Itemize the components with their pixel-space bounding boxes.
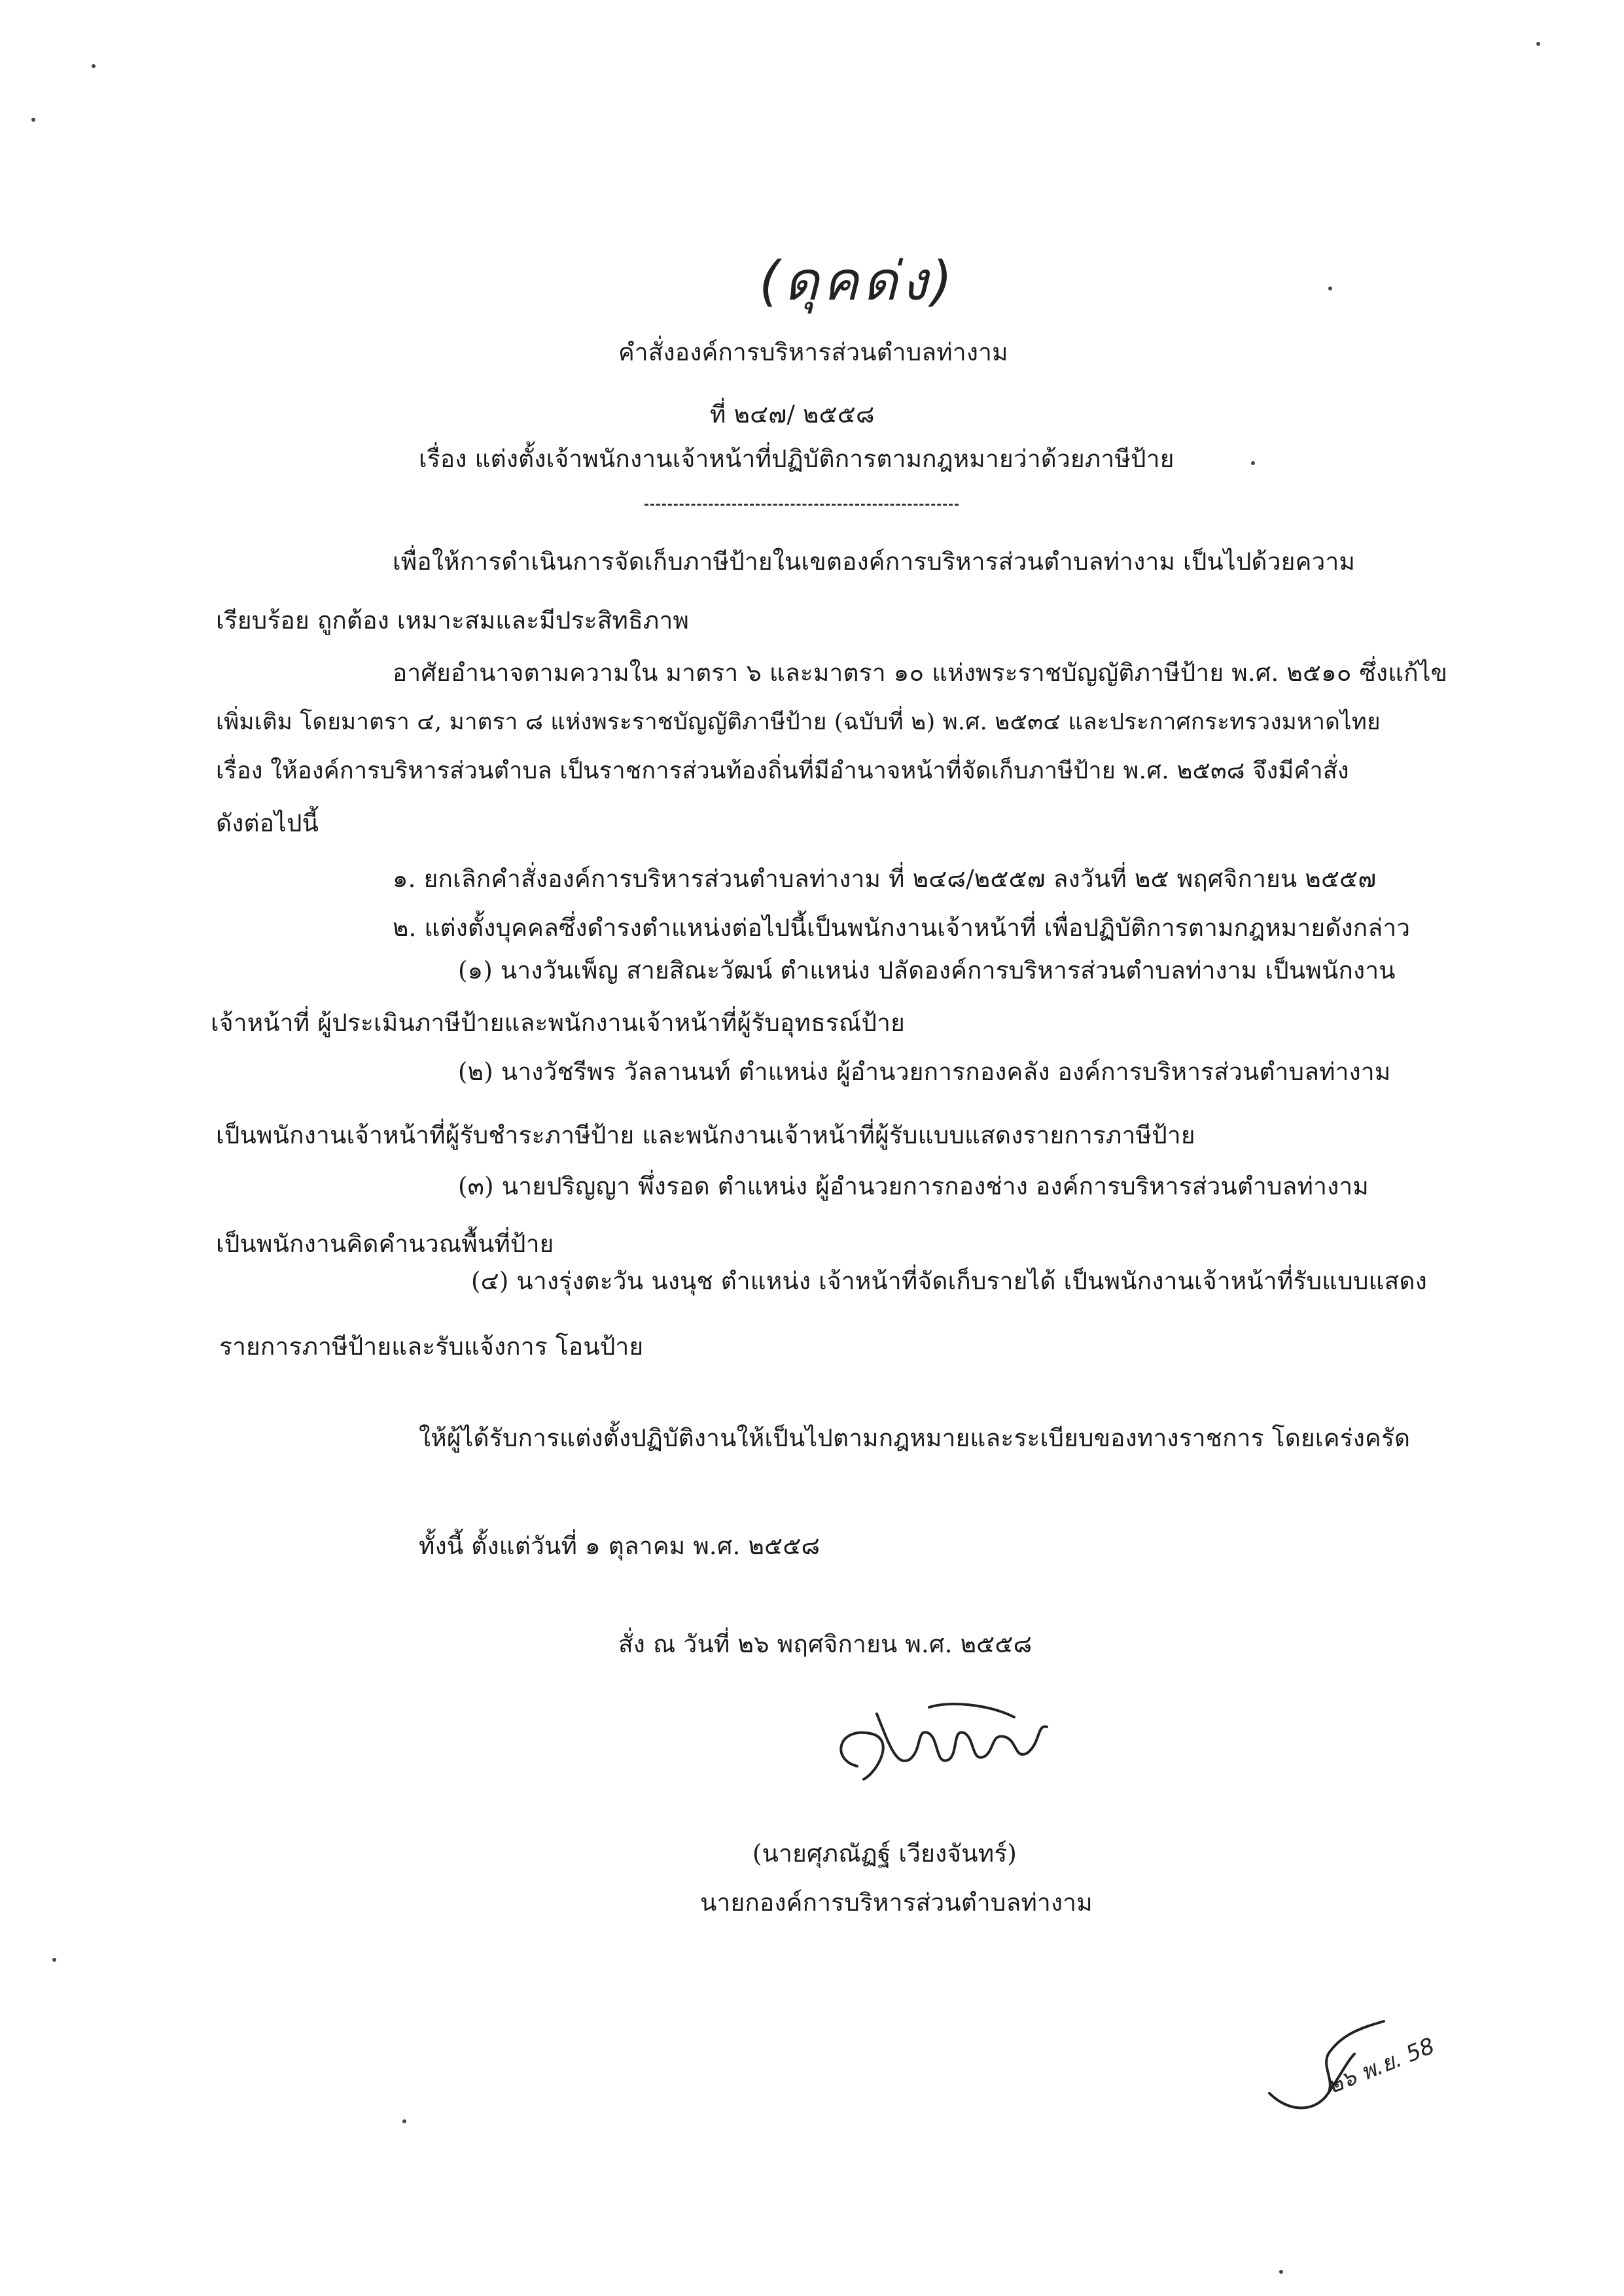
scan-speck (1279, 2270, 1283, 2274)
clause-2: ๒. แต่งตั้งบุคคลซึ่งดำรงตำแหน่งต่อไปนี้เป็นพนักงานเจ้าหน้าที่ เพื่อปฏิบัติการตามกฎหมายดังกล่าว (393, 914, 1411, 942)
scan-speck (52, 1958, 56, 1962)
scan-speck (402, 2119, 406, 2123)
scan-speck (31, 118, 35, 122)
effective-date: ทั้งนี้ ตั้งแต่วันที่ ๑ ตุลาคม พ.ศ. ๒๕๕๘ (419, 1532, 821, 1560)
clause-1: ๑. ยกเลิกคำสั่งองค์การบริหารส่วนตำบลท่างาม ที่ ๒๔๘/๒๕๕๗ ลงวันที่ ๒๕ พฤศจิกายน ๒๕๕๗ (393, 865, 1377, 893)
scan-speck (1328, 287, 1332, 290)
directive: ให้ผู้ได้รับการแต่งตั้งปฏิบัติงานให้เป็นไปตามกฎหมายและระเบียบของทางราชการ โดยเคร่งครัด (419, 1424, 1411, 1452)
appointee-3: (๓) นายปริญญา พึ่งรอด ตำแหน่ง ผู้อำนวยการกองช่าง องค์การบริหารส่วนตำบลท่างาม (458, 1172, 1369, 1200)
order-subject: เรื่อง แต่งตั้งเจ้าพนักงานเจ้าหน้าที่ปฏิบัติการตามกฎหมายว่าด้วยภาษีป้าย (419, 445, 1174, 473)
body-line: เรื่อง ให้องค์การบริหารส่วนตำบล เป็นราชการส่วนท้องถิ่นที่มีอำนาจหน้าที่จัดเก็บภาษีป้าย พ.ศ. ๒๕๓๘ จึงมีคำสั่ง (216, 757, 1349, 784)
order-number: ที่ ๒๔๗/ ๒๕๕๘ (710, 400, 875, 428)
signature (818, 1688, 1067, 1799)
handwritten-mark: (ดุคด่ง) (759, 251, 957, 313)
appointee-4: (๔) นางรุ่งตะวัน นงนุช ตำแหน่ง เจ้าหน้าที่จัดเก็บรายได้ เป็นพนักงานเจ้าหน้าที่รับแบบแสดง (471, 1267, 1427, 1295)
appointee-1-cont: เจ้าหน้าที่ ผู้ประเมินภาษีป้ายและพนักงานเจ้าหน้าที่ผู้รับอุทธรณ์ป้าย (211, 1009, 905, 1037)
scan-speck (1251, 461, 1255, 465)
body-line: เพื่อให้การดำเนินการจัดเก็บภาษีป้ายในเขตองค์การบริหารส่วนตำบลท่างาม เป็นไปด้วยความ (393, 548, 1356, 576)
signatory-position: นายกองค์การบริหารส่วนตำบลท่างาม (700, 1888, 1093, 1917)
body-line: อาศัยอำนาจตามความใน มาตรา ๖ และมาตรา ๑๐ แห่งพระราชบัญญัติภาษีป้าย พ.ศ. ๒๕๑๐ ซึ่งแก้ไข (393, 659, 1448, 687)
appointee-4-cont: รายการภาษีป้ายและรับแจ้งการ โอนป้าย (219, 1332, 644, 1361)
body-line: ดังต่อไปนี้ (216, 809, 319, 837)
corner-note: ๒๖ พ.ย. 58 (1323, 2032, 1439, 2100)
appointee-2-cont: เป็นพนักงานเจ้าหน้าที่ผู้รับชำระภาษีป้าย และพนักงานเจ้าหน้าที่ผู้รับแบบแสดงรายการภาษีป้าย (216, 1121, 1195, 1149)
order-date: สั่ง ณ วันที่ ๒๖ พฤศจิกายน พ.ศ. ๒๕๕๘ (618, 1630, 1033, 1658)
signatory-name: (นายศุภณัฏฐ์ เวียงจันทร์) (752, 1839, 1017, 1868)
body-line: เรียบร้อย ถูกต้อง เหมาะสมและมีประสิทธิภาพ (216, 606, 690, 635)
order-issuer: คำสั่งองค์การบริหารส่วนตำบลท่างาม (618, 338, 1008, 366)
appointee-3-cont: เป็นพนักงานคิดคำนวณพื้นที่ป้าย (216, 1230, 554, 1258)
appointee-1: (๑) นางวันเพ็ญ สายสิณะวัฒน์ ตำแหน่ง ปลัดองค์การบริหารส่วนตำบลท่างาม เป็นพนักงาน (458, 956, 1396, 984)
body-line: เพิ่มเติม โดยมาตรา ๔, มาตรา ๘ แห่งพระราชบัญญัติภาษีป้าย (ฉบับที่ ๒) พ.ศ. ๒๕๓๔ และประกาศกระทรวงมหาดไทย (216, 709, 1381, 735)
heading-divider (644, 504, 959, 506)
appointee-2: (๒) นางวัชรีพร วัลลานนท์ ตำแหน่ง ผู้อำนวยการกองคลัง องค์การบริหารส่วนตำบลท่างาม (458, 1058, 1391, 1086)
scan-speck (1536, 42, 1540, 46)
scan-speck (92, 64, 96, 68)
